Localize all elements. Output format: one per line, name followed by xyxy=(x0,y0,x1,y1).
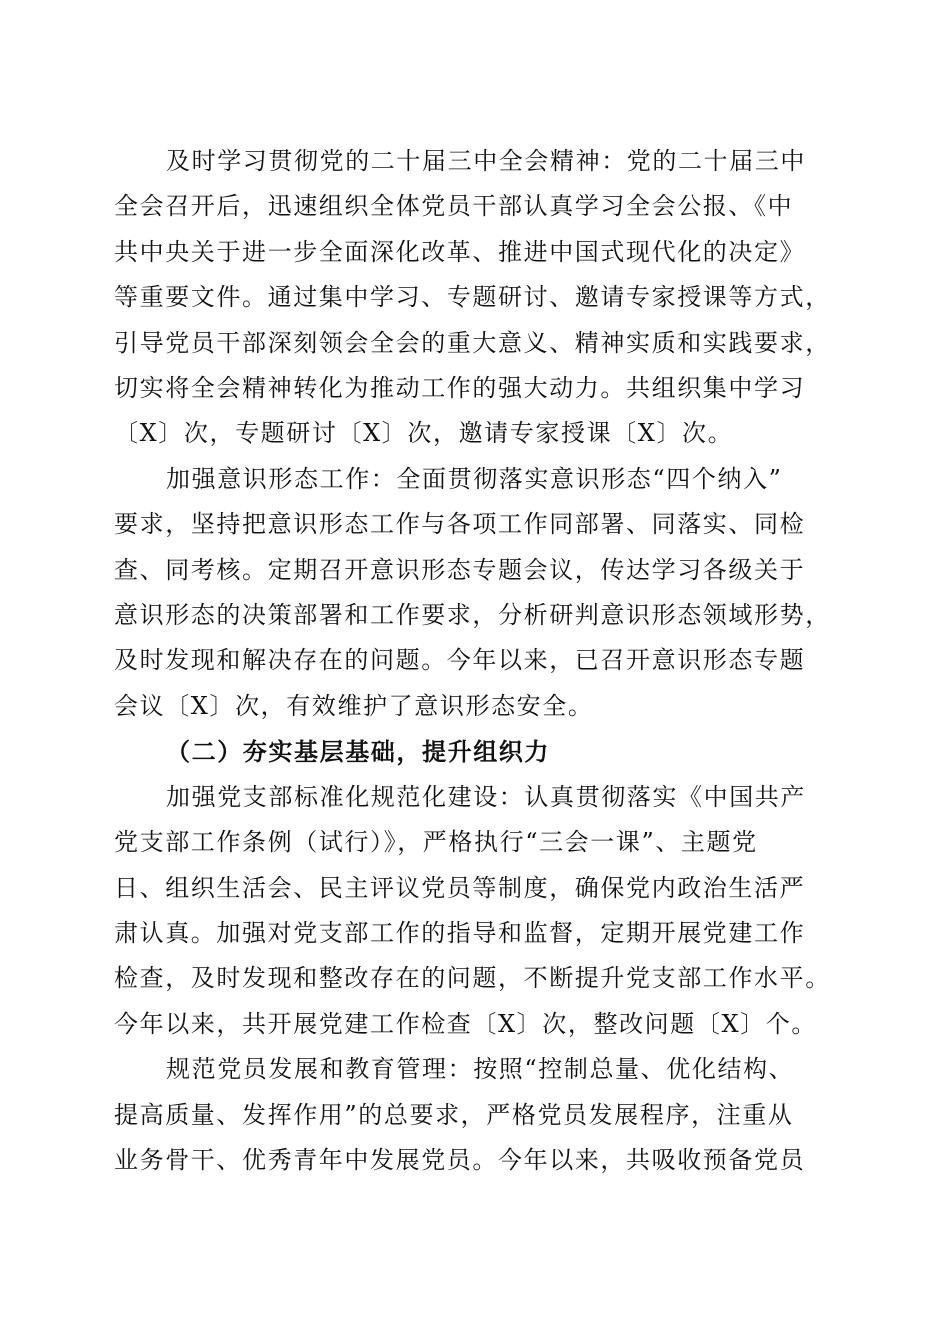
text-line: 检查，及时发现和整改存在的问题，不断提升党支部工作水平。 xyxy=(114,964,831,993)
section-heading-text: （二）夯实基层基础，提升组织力 xyxy=(166,737,550,767)
text-line: 切实将全会精神转化为推动工作的强大动力。共组织集中学习 xyxy=(114,374,806,403)
document-body xyxy=(114,139,834,1183)
text-line: 及时学习贯彻党的二十届三中全会精神：党的二十届三中 xyxy=(166,147,806,175)
text-line: 查、同考核。定期召开意识形态专题会议，传达学习各级关于 xyxy=(114,555,806,584)
text-line: 引导党员干部深刻领会全会的重大意义、精神实质和实践要求， xyxy=(114,328,831,357)
text-line: 共中央关于进一步全面深化改革、推进中国式现代化的决定》 xyxy=(114,237,806,266)
paragraph-branch-standardization xyxy=(114,775,834,1047)
text-line: 肃认真。加强对党支部工作的指导和监督，定期开展党建工作 xyxy=(114,918,806,947)
text-line: 〔X〕次，专题研讨〔X〕次，邀请专家授课〔X〕次。 xyxy=(114,419,734,448)
text-line: 日、组织生活会、民主评议党员等制度，确保党内政治生活严 xyxy=(114,873,806,902)
text-line: 业务骨干、优秀青年中发展党员。今年以来，共吸收预备党员 xyxy=(114,1145,806,1174)
text-line: 提高质量、发挥作用”的总要求，严格党员发展程序，注重从 xyxy=(114,1100,794,1129)
paragraph-ideology-work xyxy=(114,457,834,729)
text-line: 加强意识形态工作：全面贯彻落实意识形态“四个纳入” xyxy=(166,464,783,493)
paragraph-study-plenum xyxy=(114,139,834,457)
text-line: 全会召开后，迅速组织全体党员干部认真学习全会公报、《中 xyxy=(114,192,794,221)
text-line: 党支部工作条例（试行）》，严格执行“三会一课”、主题党 xyxy=(114,828,758,857)
text-line: 意识形态的决策部署和工作要求，分析研判意识形态领域形势， xyxy=(114,601,831,630)
section-heading xyxy=(114,729,834,774)
text-line: 加强党支部标准化规范化建设：认真贯彻落实《中国共产 xyxy=(166,782,806,811)
text-line: 会议〔X〕次，有效维护了意识形态安全。 xyxy=(114,691,594,720)
text-line: 等重要文件。通过集中学习、专题研讨、邀请专家授课等方式， xyxy=(114,283,831,312)
text-line: 今年以来，共开展党建工作检查〔X〕次，整改问题〔X〕个。 xyxy=(114,1009,817,1038)
text-line: 要求，坚持把意识形态工作与各项工作同部署、同落实、同检 xyxy=(114,510,806,539)
text-line: 及时发现和解决存在的问题。今年以来，已召开意识形态专题 xyxy=(114,646,806,675)
text-line: 规范党员发展和教育管理：按照“控制总量、优化结构、 xyxy=(166,1055,795,1084)
paragraph-member-development xyxy=(114,1047,834,1183)
